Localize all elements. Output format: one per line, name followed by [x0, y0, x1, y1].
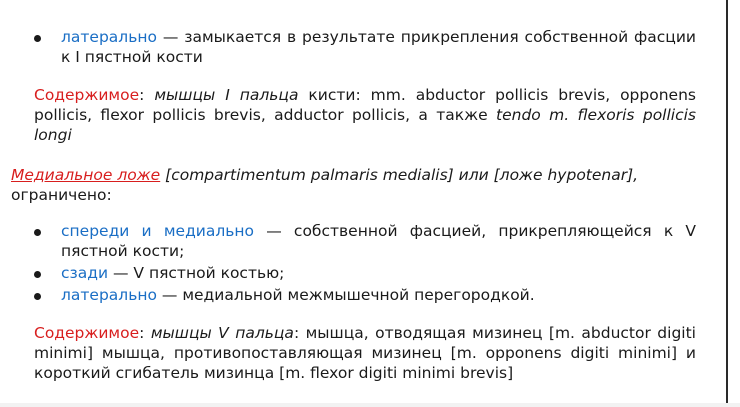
list-item-term: спереди и медиально: [61, 222, 255, 240]
thenar-content-paragraph: [34, 85, 696, 145]
bullet-icon: [34, 35, 41, 42]
list-item-term: сзади: [61, 264, 109, 282]
medial-compartment-heading: [11, 165, 696, 205]
list-item: [34, 27, 696, 67]
content-text: кисти: mm. abductor pollicis brevis, opponens pollicis, flexor pollicis brevis, adductor pollicis, а также: [34, 86, 696, 124]
hypothenar-content-paragraph: [34, 323, 696, 383]
medial-compartment-link[interactable]: Медиальное ложе: [11, 166, 161, 184]
bullet-icon: [34, 293, 41, 300]
content-colon: :: [139, 324, 151, 342]
bullet-icon: [34, 271, 41, 278]
list-item-dash: —: [254, 222, 294, 240]
list-item: [34, 221, 696, 261]
list-item-term: латерально: [61, 28, 157, 46]
list-item-term: латерально: [61, 286, 157, 304]
content-label: Содержимое: [34, 324, 140, 342]
list-item-dash: —: [156, 286, 183, 304]
content-text: : мышца, отводящая мизинец [m. abductor digiti minimi] мышца, противопоставляющая мизинец [m. opponens digiti minimi] и короткий сгибатель мизинца [m. flexor digiti minimi brevis]: [34, 324, 696, 382]
list-item-dash: —: [108, 264, 134, 282]
content-colon: :: [139, 86, 155, 104]
list-item: [34, 263, 696, 283]
lateral-border-list: [34, 27, 696, 67]
list-item-text: замыкается в результате прикрепления собственной фасции к I пястной кости: [61, 28, 696, 66]
medial-compartment-latin: [compartimentum palmaris medialis] или [ложе hypotenar],: [160, 166, 639, 184]
content-label: Содержимое: [34, 86, 140, 104]
list-item-dash: —: [156, 28, 185, 46]
list-item-text: собственной фасцией, прикрепляющейся к V пястной кости;: [61, 222, 696, 260]
content-italic-tendon: tendo m. flexoris pollicis longi: [34, 106, 696, 144]
list-item-text: медиальной межмышечной перегородкой.: [182, 286, 535, 304]
list-item-text: V пястной костью;: [133, 264, 285, 282]
medial-compartment-text: ограничено:: [11, 186, 112, 204]
content-italic-muscles: мышцы I пальца: [154, 86, 299, 104]
list-item: [34, 285, 696, 305]
medial-borders-list: [34, 221, 696, 305]
bullet-icon: [34, 229, 41, 236]
content-italic-muscles: мышцы V пальца: [150, 324, 294, 342]
bottom-divider: [0, 403, 740, 407]
